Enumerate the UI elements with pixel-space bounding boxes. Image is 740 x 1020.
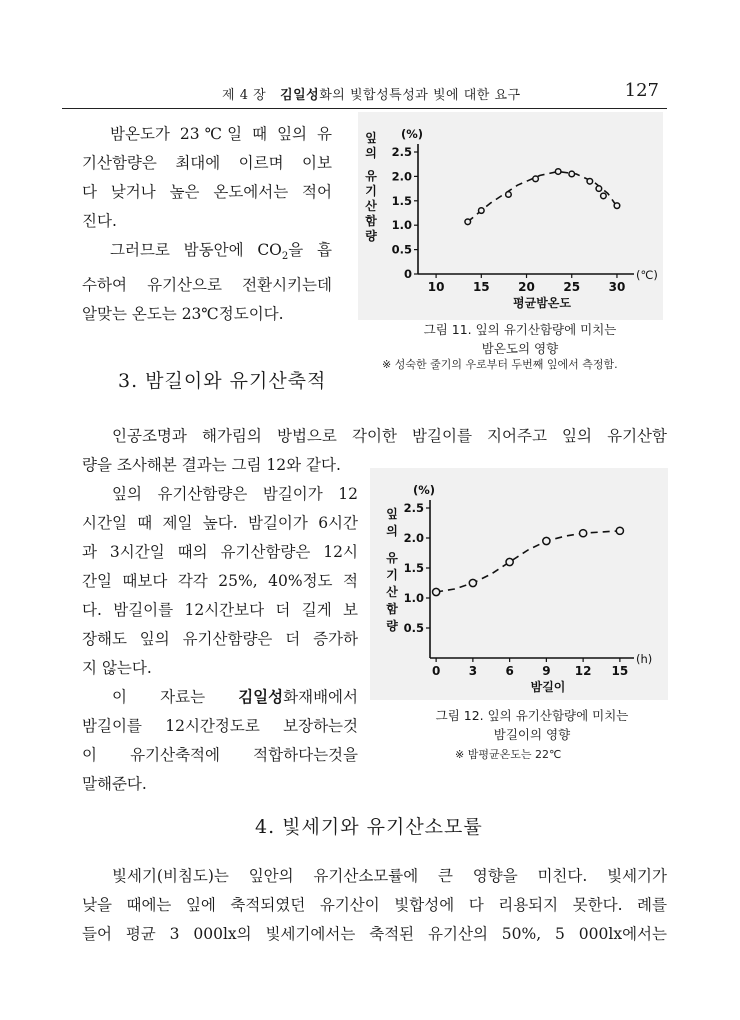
data-point	[469, 579, 476, 586]
y-axis-label-char: 의	[365, 146, 377, 160]
text-line: 기산함량은 최대에 이르며 이보	[82, 154, 332, 172]
x-axis-label: 밤길이	[530, 680, 566, 694]
y-axis-label-char: 함	[386, 602, 398, 616]
caption-line: 밤길이의 영향	[493, 727, 571, 742]
text-line: 시간일 때 제일 높다. 밤길이가 6시간	[82, 514, 358, 532]
x-tick-label: 10	[427, 280, 445, 294]
text-line: 빛세기(비침도)는 잎안의 유기산소모률에 큰 영향을 미친다. 빛세기가	[112, 867, 667, 885]
text-line: 간일 때보다 각각 25%, 40%정도 적	[82, 572, 358, 590]
caption-line: 그림 11. 잎의 유기산함량에 미치는	[423, 322, 617, 337]
data-point	[587, 178, 593, 184]
x-tick-label: 6	[505, 664, 514, 678]
running-header	[62, 82, 667, 109]
data-point	[543, 537, 550, 544]
y-tick-label: 1.5	[391, 193, 412, 208]
data-point	[506, 558, 513, 565]
figure-12	[370, 468, 668, 700]
section-3-heading: 3. 밤길이와 유기산축적	[118, 370, 327, 392]
section-4-heading: 4. 빛세기와 유기산소모률	[255, 816, 483, 838]
text-line: 말해준다.	[82, 775, 147, 793]
text-bold: 김일성	[238, 688, 284, 706]
y-tick-label: 1.0	[403, 591, 424, 605]
data-point	[596, 186, 602, 192]
y-axis-label-char: 유	[386, 551, 398, 565]
x-axis-label: 평균밤온도	[513, 296, 571, 310]
data-point	[433, 588, 440, 595]
y-axis-label-char: 잎	[386, 507, 398, 521]
y-unit-label: (%)	[412, 483, 436, 497]
text-run: 을 흡	[288, 241, 332, 259]
data-point	[614, 203, 620, 209]
x-unit-label: (h)	[636, 652, 653, 666]
text-line: 과 3시간일 때의 유기산함량은 12시	[82, 543, 358, 561]
y-tick-label: 1.0	[391, 218, 412, 233]
text-line: 지 않는다.	[82, 659, 152, 677]
text-line: 수하여 유기산으로 전환시키는데	[82, 276, 332, 295]
y-tick-label: 1.5	[403, 561, 424, 575]
y-tick-label: 0.5	[391, 242, 412, 257]
text-line: 밤온도가 23℃일 때 잎의 유	[110, 125, 332, 143]
y-axis-label-char: 량	[365, 229, 377, 243]
text-run: 이 자료는	[112, 688, 239, 706]
data-point	[465, 219, 471, 225]
data-point	[580, 530, 587, 537]
y-tick-label: 2.5	[403, 501, 424, 515]
data-point	[601, 193, 607, 199]
y-axis-label-char: 량	[386, 619, 398, 633]
y-unit-label: (%)	[400, 127, 424, 141]
data-point	[555, 169, 561, 175]
section-3-paragraph-3	[82, 683, 358, 799]
chapter-label: 제 4 장	[222, 88, 267, 103]
x-tick-label: 30	[608, 280, 626, 294]
text-line: 낮을 때에는 잎에 축적되였던 유기산이 빛합성에 다 리용되지 못한다. 례를	[82, 896, 667, 914]
x-tick-label: 15	[472, 280, 490, 294]
data-point	[616, 527, 623, 534]
y-axis-label-char: 산	[365, 199, 377, 213]
text-line: 진다.	[82, 212, 117, 230]
figure-12-caption	[392, 706, 672, 744]
subscript: 2	[281, 251, 289, 263]
text-line: 다 낮거나 높은 온도에서는 적어	[82, 183, 332, 201]
caption-line: 밤온도의 영향	[481, 341, 559, 356]
y-tick-label: 0	[403, 267, 412, 281]
x-tick-label: 0	[431, 664, 441, 678]
y-tick-label: 2.5	[391, 145, 412, 159]
text-line: 알맞는 온도는 23℃정도이다.	[82, 305, 284, 324]
caption-line: 그림 12. 잎의 유기산함량에 미치는	[435, 708, 629, 723]
text-run: 화재배에서	[283, 688, 358, 706]
x-tick-label: 20	[518, 280, 535, 294]
data-point	[479, 208, 485, 214]
text-line: 인공조명과 해가림의 방법으로 각이한 밤길이를 지어주고 잎의 유기산함	[112, 427, 667, 445]
text-line: 들어 평균 3 000lx의 빛세기에서는 축적된 유기산의 50%, 5 000lx에서는	[82, 925, 667, 943]
y-axis-label-char: 기	[365, 184, 377, 198]
x-tick-label: 12	[574, 664, 592, 678]
data-point	[506, 192, 512, 198]
text-line: 잎의 유기산함량은 밤길이가 12	[112, 485, 358, 503]
header-title	[222, 84, 521, 103]
data-point	[569, 171, 575, 177]
y-tick-label: 2.0	[403, 531, 424, 545]
text-line	[82, 683, 358, 712]
y-axis-label-char: 기	[386, 568, 398, 582]
intro-paragraph-2	[82, 236, 332, 329]
figure-12-chart	[370, 468, 668, 700]
y-tick-label: 2.0	[391, 169, 412, 184]
text-line: 량을 조사해본 결과는 그림 12와 같다.	[82, 456, 341, 474]
header-title-bold: 김일성	[280, 88, 320, 103]
text-line: 이 유기산축적에 적합하다는것을	[82, 746, 358, 764]
header-title-rest: 화의 빛합성특성과 빛에 대한 요구	[319, 88, 521, 103]
section-3-paragraph-2	[82, 480, 358, 683]
figure-12-note: ※ 밤평균온도는 22℃	[455, 748, 562, 761]
figure-11	[358, 112, 663, 320]
y-axis-label-char: 유	[365, 169, 377, 183]
y-axis-label-char: 산	[386, 585, 398, 599]
figure-11-caption	[380, 320, 660, 358]
y-tick-label: 0.5	[403, 621, 424, 635]
y-axis-label-char: 잎	[365, 131, 377, 145]
series-line	[468, 172, 617, 222]
figure-11-chart	[358, 112, 663, 320]
figure-11-note: ※ 성숙한 줄기의 우로부터 두번째 잎에서 측정함.	[382, 358, 618, 371]
data-point	[533, 176, 539, 182]
text-run: 그러므로 밤동안에 CO	[110, 241, 282, 259]
text-line: 다. 밤길이를 12시간보다 더 길게 보	[82, 601, 358, 619]
x-tick-label: 9	[542, 664, 551, 678]
series-line	[436, 531, 620, 592]
intro-paragraph-1	[82, 120, 332, 236]
y-axis-label-char: 의	[386, 524, 398, 538]
section-4-paragraph-1	[82, 862, 667, 949]
x-tick-label: 3	[468, 664, 478, 678]
x-unit-label: (℃)	[636, 268, 658, 282]
text-line: 밤길이를 12시간정도로 보장하는것	[82, 717, 358, 735]
text-line: 장해도 잎의 유기산함량은 더 증가하	[82, 630, 358, 648]
page-number: 127	[624, 80, 659, 101]
x-tick-label: 15	[611, 664, 629, 678]
x-tick-label: 25	[563, 280, 581, 294]
y-axis-label-char: 함	[365, 214, 377, 228]
text-line	[82, 236, 332, 271]
